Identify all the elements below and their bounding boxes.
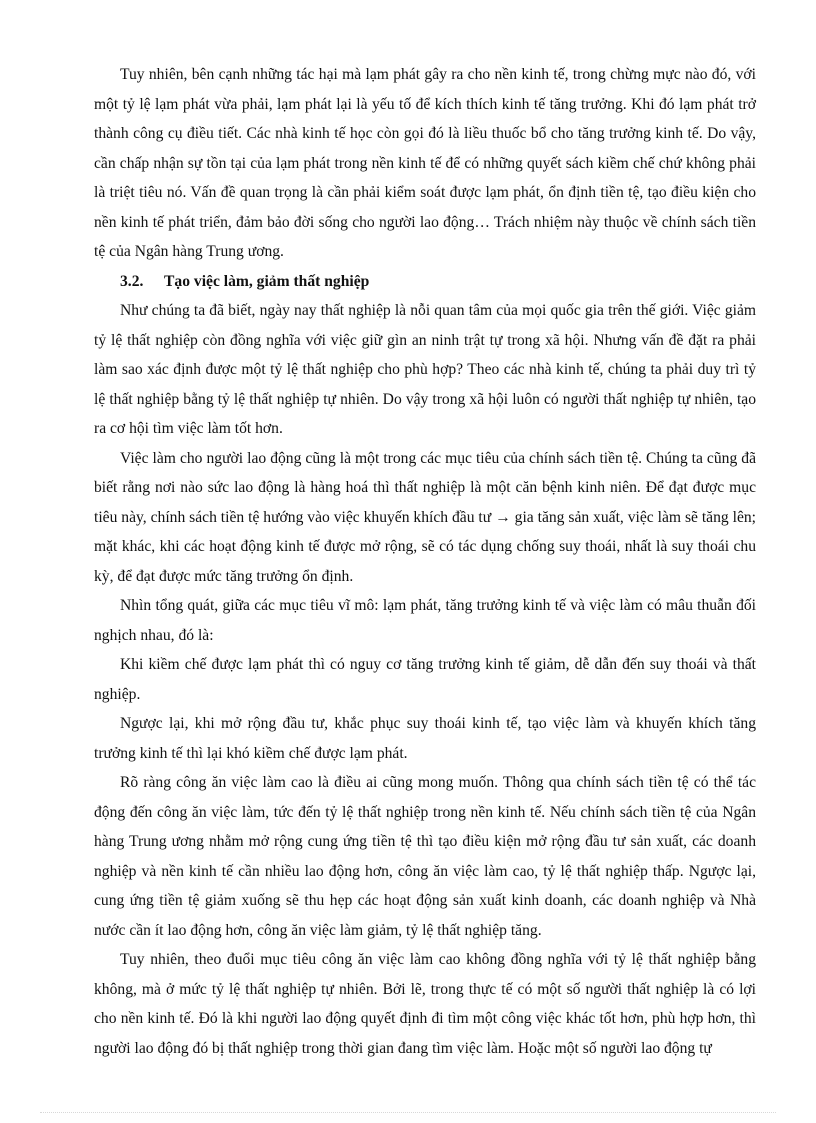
page-bottom-divider bbox=[40, 1112, 776, 1113]
paragraph: Tuy nhiên, theo đuổi mục tiêu công ăn việc làm cao không đồng nghĩa với tỷ lệ thất nghiệp bằng không, mà ở mức tỷ lệ thất nghiệp tự nhiên. Bởi lẽ, trong thực tế có một số người thất nghiệp là có lợi cho nền kinh tế. Đó là khi người lao động quyết định đi tìm một công việc khác tốt hơn, phù hợp hơn, thì người lao động đó bị thất nghiệp trong thời gian đang tìm việc làm. Hoặc một số người lao động tự bbox=[94, 951, 756, 1057]
paragraph: Rõ ràng công ăn việc làm cao là điều ai cũng mong muốn. Thông qua chính sách tiền tệ có thể tác động đến công ăn việc làm, tức đến tỷ lệ thất nghiệp trong nền kinh tế. Nếu chính sách tiền tệ của Ngân hàng Trung ương nhằm mở rộng cung ứng tiền tệ thì tạo điều kiện mở rộng đầu tư sản xuất, các doanh nghiệp và nền kinh tế cần nhiều lao động hơn, công ăn việc làm cao, tỷ lệ thất nghiệp thấp. Ngược lại, cung ứng tiền tệ giảm xuống sẽ thu hẹp các hoạt động sản xuất kinh doanh, các doanh nghiệp và Nhà nước cần ít lao động hơn, công ăn việc làm giảm, tỷ lệ thất nghiệp tăng. bbox=[94, 774, 756, 939]
section-number: 3.2. bbox=[120, 272, 144, 290]
paragraph: Khi kiềm chế được lạm phát thì có nguy cơ tăng trưởng kinh tế giảm, dễ dẫn đến suy thoái và thất nghiệp. bbox=[94, 656, 756, 703]
section-heading bbox=[94, 267, 756, 297]
section-title: Tạo việc làm, giảm thất nghiệp bbox=[164, 272, 370, 290]
paragraph: Như chúng ta đã biết, ngày nay thất nghiệp là nỗi quan tâm của mọi quốc gia trên thế giới. Việc giảm tỷ lệ thất nghiệp còn đồng nghĩa với việc giữ gìn an ninh trật tự trong xã hội. Nhưng vấn đề đặt ra phải làm sao xác định được một tỷ lệ thất nghiệp cho phù hợp? Theo các nhà kinh tế, chúng ta phải duy trì tỷ lệ thất nghiệp bằng tỷ lệ thất nghiệp tự nhiên. Do vậy trong xã hội luôn có người thất nghiệp tự nhiên, tạo ra cơ hội tìm việc làm tốt hơn. bbox=[94, 302, 756, 437]
paragraph: Nhìn tổng quát, giữa các mục tiêu vĩ mô: lạm phát, tăng trưởng kinh tế và việc làm có mâu thuẫn đối nghịch nhau, đó là: bbox=[94, 597, 756, 644]
paragraph: Ngược lại, khi mở rộng đầu tư, khắc phục suy thoái kinh tế, tạo việc làm và khuyến khích tăng trưởng kinh tế thì lại khó kiềm chế được lạm phát. bbox=[94, 715, 756, 762]
paragraph-inflation-benefit: Tuy nhiên, bên cạnh những tác hại mà lạm phát gây ra cho nền kinh tế, trong chừng mực nào đó, với một tỷ lệ lạm phát vừa phải, lạm phát lại là yếu tố để kích thích kinh tế tăng trưởng. Khi đó lạm phát trở thành công cụ điều tiết. Các nhà kinh tế học còn gọi đó là liều thuốc bổ cho tăng trưởng kinh tế. Do vậy, cần chấp nhận sự tồn tại của lạm phát trong nền kinh tế để có những quyết sách kiềm chế chứ không phải là triệt tiêu nó. Vấn đề quan trọng là cần phải kiểm soát được lạm phát, ổn định tiền tệ, tạo điều kiện cho nền kinh tế phát triển, đảm bảo đời sống cho người lao động… Trách nhiệm này thuộc về chính sách tiền tệ của Ngân hàng Trung ương. bbox=[94, 66, 756, 260]
paragraph: Việc làm cho người lao động cũng là một trong các mục tiêu của chính sách tiền tệ. Chúng ta cũng đã biết rằng nơi nào sức lao động là hàng hoá thì thất nghiệp là một căn bệnh kinh niên. Để đạt được mục tiêu này, chính sách tiền tệ hướng vào việc khuyến khích đầu tư → gia tăng sản xuất, việc làm sẽ tăng lên; mặt khác, khi các hoạt động kinh tế được mở rộng, sẽ có tác dụng chống suy thoái, nhất là suy thoái chu kỳ, để đạt được mức tăng trưởng ổn định. bbox=[94, 449, 756, 585]
document-page bbox=[94, 60, 756, 1063]
